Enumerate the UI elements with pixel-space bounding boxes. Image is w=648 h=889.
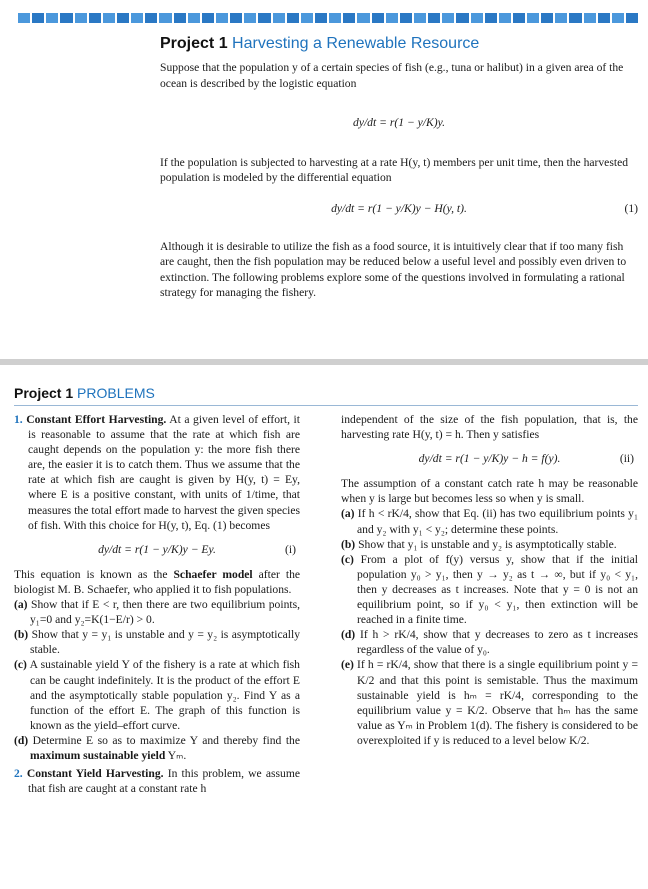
problem-2-continued: independent of the size of the fish population, that is, the harvesting rate H(y, t) = h. Then y satisfies [341,413,638,442]
problem-1-part-d: (d) Determine E so as to maximize Y and thereby find the maximum sustainable yield Yₘ. [14,733,300,762]
project-label: Project 1 [160,35,228,52]
problems-column-left [14,412,300,796]
header-banner [18,13,638,23]
problem-2-part-d: (d) If h > rK/4, show that y decreases to zero as t increases regardless of the value of y₀. [341,628,638,657]
intro-paragraph: Suppose that the population y of a certain species of fish (e.g., tuna or halibut) in a given area of the ocean is described by the logistic equation [160,61,624,90]
project-section [160,36,638,300]
schaefer-equation: dy/dt = r(1 − y/K)y − Ey. (i) [98,542,296,556]
problem-1: 1. Constant Effort Harvesting. At a given level of effort, it is reasonable to assume that the rate at which fish are caught depends on the population y: the more fish there are, the easier it is to catch them. Thus we assume that the rate at which fish are caught is given by H(y, t) = Ey, where E is a positive constant, with units of 1/time, that measures the total effort made to harvest the given species of fish. With this choice for H(y, t), Eq. (1) becomes [14,413,301,532]
strategy-paragraph: Although it is desirable to utilize the fish as a food source, it is intuitively clear that if too many fish are caught, then the fish population may be reduced below a useful level and possibly even driven to extinction. The following problems explore some of the questions involved in formulating a rational strategy for managing the fishery. [160,239,627,300]
problems-heading: Project 1 PROBLEMS [14,385,155,401]
problem-1-part-b: (b) Show that y = y₁ is unstable and y = y₂ is asymptotically stable. [14,628,301,657]
problem-2-part-b: (b) Show that y₁ is unstable and y₂ is asymptotically stable. [341,537,617,551]
project-name: Harvesting a Renewable Resource [232,35,480,52]
logistic-equation: dy/dt = r(1 − y/K)y. [353,116,445,130]
problem-2-title: Constant Yield Harvesting. [26,767,164,781]
project-title [160,36,638,51]
problem-2-part-a: (a) If h < rK/4, show that Eq. (ii) has two equilibrium points y₁ and y₂ with y₁ < y₂; determine these points. [341,507,638,536]
problem-2: 2. Constant Yield Harvesting. In this problem, we assume that fish are caught at a constant rate h [14,767,301,796]
problem-1-part-c: (c) A sustainable yield Y of the fishery is a rate at which fish can be caught indefinitely. It is the product of the effort E and the asymptotically stable population y₂. Find Y as a function of the effort E. The graph of this function is known as the yield–effort curve. [14,658,300,732]
problem-1-title: Constant Effort Harvesting. [26,413,167,426]
problems-column-right [341,412,638,748]
equation-number: (1) [624,202,638,216]
section-divider [0,359,648,365]
problem-2-part-c: (c) From a plot of f(y) versus y, show that if the initial population y₀ > y₁, then y → y₂ as t → ∞, but if y₀ < y₁, then y decreases as t increases. Note that y = 0 is not an equilibrium point, so if y₀ < y₁, then extinction will be reached in a finite time. [341,552,638,627]
harvest-paragraph: If the population is subjected to harvesting at a rate H(y, t) members per unit time, then the harvested population is modeled by the differential equation [160,155,629,185]
problem-2-part-e: (e) If h = rK/4, show that there is a single equilibrium point y = K/2 and that this point is semistable. Thus the maximum sustainable yield is hₘ = rK/4, corresponding to the equilibrium value y = K/2. Observe that hₘ has the same value as Yₘ in Problem 1(d). The fishery is considered to be overexploited if y is reduced to a level below K/2. [341,658,638,747]
harvest-equation: dy/dt = r(1 − y/K)y − H(y, t). (1) [331,202,638,216]
assumption-paragraph: The assumption of a constant catch rate h may be reasonable when y is large but becomes less so when y is small. [341,477,638,506]
schaefer-paragraph: This equation is known as the Schaefer model after the biologist M. B. Schaefer, who applied it to fish populations. [14,567,301,596]
heading-rule [14,405,638,406]
constant-yield-equation: dy/dt = r(1 − y/K)y − h = f(y). (ii) [418,452,634,466]
problem-1-part-a: (a) Show that if E < r, then there are two equilibrium points, y₁=0 and y₂=K(1−E/r) > 0. [14,598,300,627]
